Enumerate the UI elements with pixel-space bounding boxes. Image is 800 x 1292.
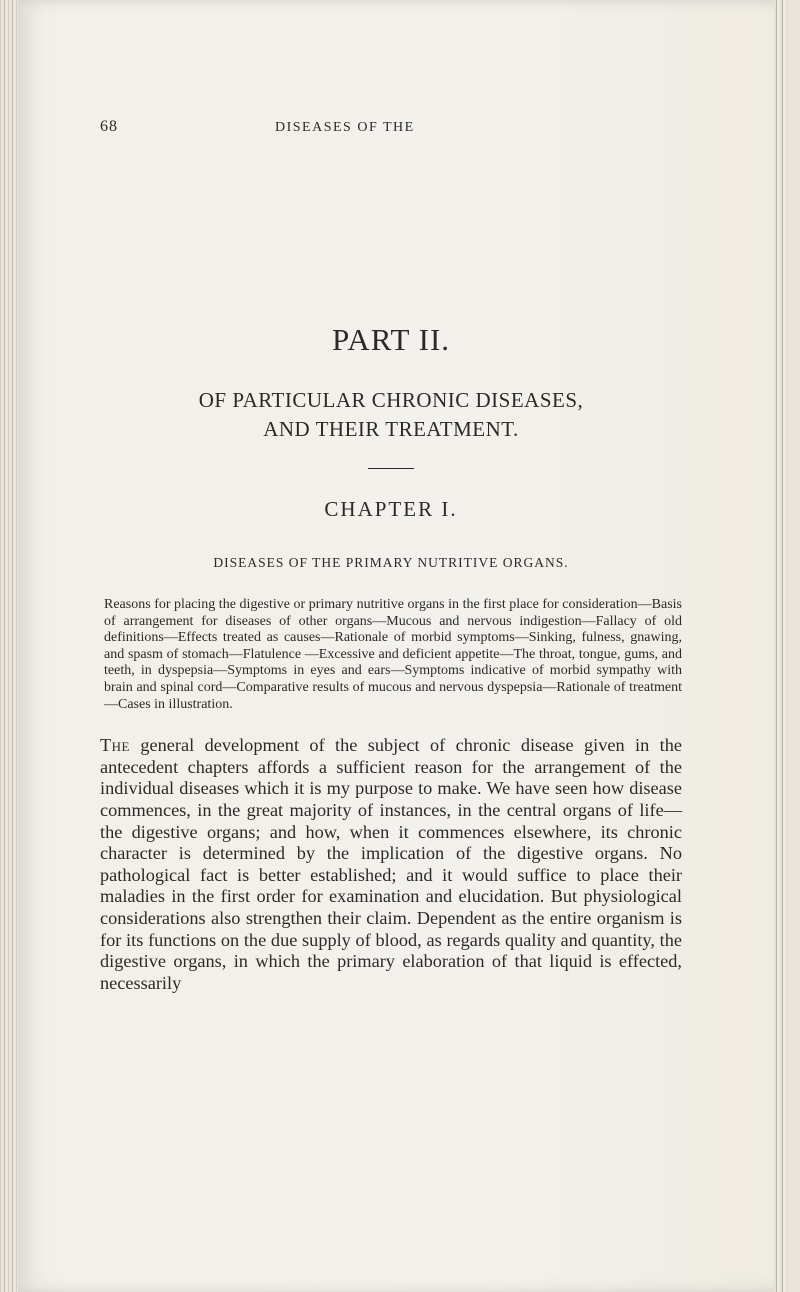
- page-number: 68: [100, 118, 118, 135]
- body-text: general development of the subject of chronic disease given in the antecedent chapters affords a sufficient reason for the arrangement of the individual diseases which it is my purpose to make. We have seen how disease commences, in the great majority of instances, in the central organs of life—the digestive organs; and how, when it commences elsewhere, its chronic character is determined by the implication of the digestive organs. No pathological fact is better established; and it would suffice to place their maladies in the first order for examination and elucidation. But physiological considerations also strengthen their claim. Dependent as the entire organism is for its functions on the due supply of blood, as regards quality and quantity, the digestive organs, in which the primary elaboration of that liquid is effected, necessarily: [100, 735, 682, 993]
- divider-rule: [368, 468, 414, 469]
- section-title: DISEASES OF THE PRIMARY NUTRITIVE ORGANS.: [213, 555, 569, 570]
- chapter-synopsis: Reasons for placing the digestive or primary nutritive organs in the first place for consideration—Basis of arrangement for diseases of other organs—Mucous and nervous indigestion—Fallacy of old definitions—Effects treated as causes—Rationale of morbid symptoms—Sinking, fulness, gnawing, and spasm of stomach—Flatulence —Excessive and deficient appetite—The throat, tongue, gums, and teeth, in dyspepsia—Symptoms in eyes and ears—Symptoms indicative of morbid sympathy with brain and spinal cord—Comparative results of mucous and nervous dyspepsia—Rationale of treatment —Cases in illustration.: [104, 597, 682, 712]
- page-content: [100, 118, 682, 1013]
- running-head: [100, 118, 682, 136]
- body-paragraph: [100, 735, 682, 994]
- part-subtitle-line-1: OF PARTICULAR CHRONIC DISEASES,: [198, 388, 584, 412]
- chapter-title: CHAPTER I.: [324, 497, 458, 521]
- lead-word: The: [100, 735, 130, 756]
- page-fore-edge: [774, 0, 788, 1292]
- running-title: DISEASES OF THE: [275, 120, 415, 135]
- part-subtitle-line-2: AND THEIR TREATMENT.: [263, 417, 519, 441]
- part-title: PART II.: [331, 322, 451, 357]
